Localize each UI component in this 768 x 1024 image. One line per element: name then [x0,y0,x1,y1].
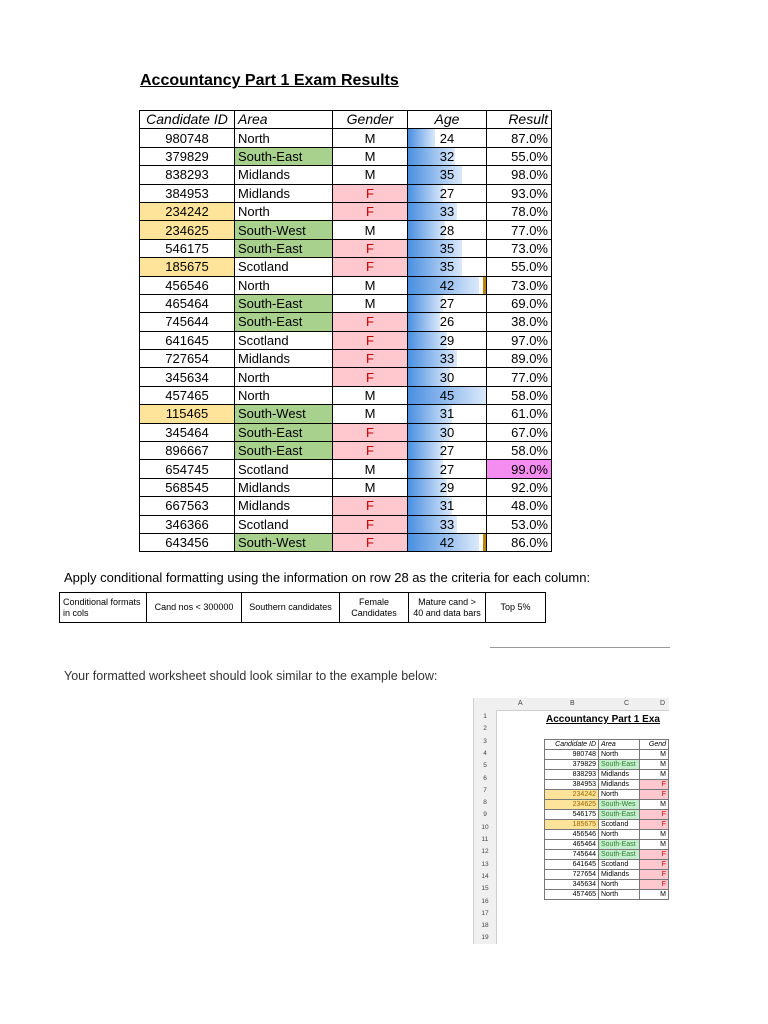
cell-area[interactable]: Midlands [235,166,333,184]
cell-gender[interactable]: F [333,368,408,386]
cell-age[interactable] [408,239,487,257]
cell-gender[interactable]: F [333,313,408,331]
cell-gender[interactable]: M [333,386,408,404]
age-value: 27 [439,443,455,459]
cell-candidate-id[interactable]: 384953 [140,184,235,202]
age-value: 33 [439,351,455,367]
cell-candidate-id[interactable]: 465464 [140,294,235,312]
cell-candidate-id[interactable]: 568545 [140,478,235,496]
age-value: 27 [439,296,455,312]
col-letter-b: B [570,700,575,707]
age-value: 35 [439,167,455,183]
example-note: Your formatted worksheet should look similar to the example below: [64,669,438,683]
cell-area[interactable]: Scotland [235,258,333,276]
age-value: 35 [439,240,455,256]
table-row [140,478,552,496]
age-value: 29 [439,480,455,495]
mini-row [545,850,669,860]
age-value: 27 [439,461,455,477]
cell-area[interactable]: South-East [235,313,333,331]
cell-candidate-id[interactable]: 643456 [140,533,235,551]
table-row [140,147,552,165]
header-age[interactable]: Age [408,111,487,129]
cell-result[interactable]: 55.0% [487,147,552,165]
mini-cell-area: North [599,890,640,900]
cell-gender[interactable]: F [333,423,408,441]
cell-gender[interactable]: M [333,129,408,147]
cell-candidate-id[interactable]: 546175 [140,239,235,257]
cell-result[interactable]: 55.0% [487,258,552,276]
table-row [140,294,552,312]
cell-area[interactable]: North [235,368,333,386]
mini-row [545,870,669,880]
cell-result[interactable]: 58.0% [487,442,552,460]
mini-table [544,739,669,900]
cell-result[interactable]: 86.0% [487,533,552,551]
cell-candidate-id[interactable]: 727654 [140,350,235,368]
sheet-title: Accountancy Part 1 Exam Results [140,72,399,89]
cell-result[interactable]: 77.0% [487,221,552,239]
age-value: 30 [439,424,455,440]
mini-row [545,820,669,830]
cell-area[interactable]: Scotland [235,515,333,533]
cell-result[interactable]: 97.0% [487,331,552,349]
age-value: 35 [439,259,455,275]
cell-age[interactable] [408,442,487,460]
mini-header-row [545,740,669,750]
cell-area[interactable]: Scotland [235,460,333,478]
cell-gender[interactable]: M [333,405,408,423]
cell-candidate-id[interactable]: 345464 [140,423,235,441]
cell-area[interactable]: Midlands [235,184,333,202]
mini-cell-gender: F [640,780,669,790]
criteria-gender[interactable]: Female Candidates [340,593,409,623]
cell-candidate-id[interactable]: 667563 [140,497,235,515]
mini-row [545,810,669,820]
age-data-bar [408,313,440,330]
mini-cell-id: 727654 [545,870,599,880]
mini-row [545,890,669,900]
mini-cell-gender: F [640,820,669,830]
age-data-bar [408,295,443,312]
mini-cell-gender: F [640,860,669,870]
cell-result[interactable]: 38.0% [487,313,552,331]
row-number[interactable]: 17 [481,909,489,917]
mini-cell-id: 384953 [545,780,599,790]
mini-cell-area: North [599,830,640,840]
row-number[interactable]: 1 [483,713,487,720]
age-value: 30 [439,369,455,385]
mini-title: Accountancy Part 1 Exa [546,714,660,725]
table-row [140,368,552,386]
cell-candidate-id[interactable]: 745644 [140,313,235,331]
mini-cell-gender: F [640,870,669,880]
mini-cell-id: 234242 [545,790,599,800]
table-row [140,423,552,441]
mini-cell-area: North [599,790,640,800]
cell-age[interactable] [408,166,487,184]
mini-cell-gender: F [640,880,669,890]
header-result[interactable]: Result [487,111,552,129]
cell-area[interactable]: North [235,129,333,147]
cell-age[interactable] [408,368,487,386]
cell-candidate-id[interactable]: 838293 [140,166,235,184]
table-row [140,166,552,184]
mini-row [545,880,669,890]
row-number[interactable]: 3 [483,737,487,745]
mini-cell-area: Scotland [599,820,640,830]
cell-gender[interactable]: F [333,497,408,515]
row-header-bar [474,710,497,944]
cell-age[interactable] [408,276,487,294]
age-value: 29 [439,332,455,348]
mini-row [545,770,669,780]
mini-cell-id: 465464 [545,840,599,850]
mini-cell-area: North [599,750,640,760]
cell-age[interactable] [408,258,487,276]
criteria-result[interactable]: Top 5% [486,593,546,623]
cell-area[interactable]: South-West [235,405,333,423]
cell-gender[interactable]: M [333,460,408,478]
mini-row [545,860,669,870]
cell-age[interactable] [408,460,487,478]
mini-cell-area: South-East [599,850,640,860]
cell-candidate-id[interactable]: 457465 [140,386,235,404]
column-header-bar [474,698,669,711]
row-number[interactable]: 15 [481,885,489,893]
mini-cell-id: 546175 [545,810,599,820]
criteria-age[interactable]: Mature cand > 40 and data bars [409,593,486,623]
mini-cell-id: 234625 [545,800,599,810]
mini-cell-area: South-Wes [599,800,640,810]
cell-area[interactable]: North [235,276,333,294]
row-number[interactable]: 14 [481,872,489,880]
mini-header-gender: Gend [640,740,669,750]
table-row [140,350,552,368]
row-number[interactable]: 10 [481,823,489,831]
cell-area[interactable]: Midlands [235,478,333,496]
age-data-bar [408,442,443,459]
age-value: 27 [439,185,455,201]
mini-cell-gender: M [640,830,669,840]
header-area[interactable]: Area [235,111,333,129]
table-row [140,442,552,460]
mini-row [545,800,669,810]
cell-age[interactable] [408,350,487,368]
mini-cell-id: 345634 [545,880,599,890]
cell-gender[interactable]: F [333,202,408,220]
cell-age[interactable] [408,515,487,533]
cell-gender[interactable]: F [333,533,408,551]
cell-result[interactable]: 69.0% [487,294,552,312]
cell-age[interactable] [408,129,487,147]
row-number[interactable]: 5 [483,762,487,770]
mini-row [545,790,669,800]
table-row [140,497,552,515]
cell-candidate-id[interactable]: 980748 [140,129,235,147]
cell-area[interactable]: South-West [235,221,333,239]
criteria-area[interactable]: Southern candidates [242,593,340,623]
mini-cell-id: 185675 [545,820,599,830]
table-row [140,221,552,239]
cell-result[interactable]: 67.0% [487,423,552,441]
mini-row [545,750,669,760]
cell-candidate-id[interactable]: 456546 [140,276,235,294]
row-number[interactable]: 12 [481,848,489,856]
cell-age[interactable] [408,313,487,331]
cell-age[interactable] [408,331,487,349]
cell-age[interactable] [408,386,487,404]
criteria-label[interactable]: Conditional formats in cols [60,593,147,623]
cell-age[interactable] [408,184,487,202]
cell-candidate-id[interactable]: 234625 [140,221,235,239]
mini-cell-area: North [599,880,640,890]
age-value: 24 [439,130,455,146]
age-value: 42 [439,535,455,551]
mini-row [545,760,669,770]
cell-area[interactable]: South-West [235,533,333,551]
row-number[interactable]: 8 [483,799,487,807]
cell-result[interactable]: 48.0% [487,497,552,515]
cell-gender[interactable]: M [333,147,408,165]
cell-gender[interactable]: F [333,239,408,257]
mini-cell-area: South-East [599,810,640,820]
cell-age[interactable] [408,423,487,441]
cell-age[interactable] [408,202,487,220]
cell-candidate-id[interactable]: 379829 [140,147,235,165]
example-screenshot [473,698,669,944]
row-number[interactable]: 13 [481,860,489,868]
cell-result[interactable]: 53.0% [487,515,552,533]
mini-cell-id: 745644 [545,850,599,860]
mini-cell-id: 980748 [545,750,599,760]
cell-result[interactable]: 73.0% [487,276,552,294]
table-row [140,129,552,147]
mini-cell-area: Midlands [599,870,640,880]
cell-candidate-id[interactable]: 654745 [140,460,235,478]
age-value: 45 [439,388,455,404]
row-number[interactable]: 16 [481,897,489,905]
cell-gender[interactable]: M [333,276,408,294]
cell-area[interactable]: South-East [235,239,333,257]
cell-age[interactable] [408,497,487,515]
mini-cell-id: 641645 [545,860,599,870]
row-number[interactable]: 9 [483,811,487,819]
cell-candidate-id[interactable]: 115465 [140,405,235,423]
mini-cell-id: 838293 [545,770,599,780]
table-row [140,331,552,349]
mini-row [545,830,669,840]
cell-area[interactable]: Midlands [235,497,333,515]
table-row [140,184,552,202]
row-number[interactable]: 4 [483,749,487,757]
age-value: 31 [439,498,455,514]
mini-header-id: Candidate ID [545,740,599,750]
cell-gender[interactable]: F [333,331,408,349]
mini-cell-gender: M [640,760,669,770]
mini-cell-id: 379829 [545,760,599,770]
age-value: 26 [439,314,455,330]
age-value: 33 [439,204,455,220]
row-number[interactable]: 2 [483,725,487,733]
cropped-text-line [490,645,670,651]
cell-result[interactable]: 89.0% [487,350,552,368]
cell-result[interactable]: 87.0% [487,129,552,147]
table-row [140,405,552,423]
cell-area[interactable]: North [235,202,333,220]
header-gender[interactable]: Gender [333,111,408,129]
mini-cell-gender: M [640,770,669,780]
cell-result[interactable]: 93.0% [487,184,552,202]
cell-gender[interactable]: F [333,350,408,368]
cell-area[interactable]: Scotland [235,331,333,349]
cell-gender[interactable]: F [333,184,408,202]
cell-result[interactable]: 61.0% [487,405,552,423]
cell-result[interactable]: 92.0% [487,478,552,496]
mini-cell-gender: F [640,810,669,820]
cell-result[interactable]: 73.0% [487,239,552,257]
cell-area[interactable]: South-East [235,442,333,460]
row-number[interactable]: 7 [483,786,487,794]
criteria-table [59,592,546,623]
cell-gender[interactable]: F [333,442,408,460]
mini-cell-area: South-East [599,840,640,850]
cell-gender[interactable]: M [333,294,408,312]
row-number[interactable]: 6 [483,774,487,782]
cell-candidate-id[interactable]: 896667 [140,442,235,460]
row-number[interactable]: 19 [481,934,489,942]
cell-gender[interactable]: F [333,258,408,276]
cell-result[interactable]: 58.0% [487,386,552,404]
col-letter-d: D [660,700,666,707]
mini-cell-area: Scotland [599,860,640,870]
cell-candidate-id[interactable]: 346366 [140,515,235,533]
criteria-row [60,593,546,623]
cell-age[interactable] [408,294,487,312]
age-data-bar [408,185,443,202]
cell-candidate-id[interactable]: 641645 [140,331,235,349]
age-value: 42 [439,277,455,293]
cell-gender[interactable]: F [333,515,408,533]
cell-area[interactable]: South-East [235,423,333,441]
col-letter-a: A [518,700,523,707]
header-row [140,111,552,129]
cell-result[interactable]: 98.0% [487,166,552,184]
table-row [140,386,552,404]
cell-age[interactable] [408,221,487,239]
cell-result[interactable]: 78.0% [487,202,552,220]
table-row [140,202,552,220]
mini-row [545,780,669,790]
header-candidate-id[interactable]: Candidate ID [140,111,235,129]
age-data-bar [408,129,435,146]
mini-cell-area: South-East [599,760,640,770]
mini-cell-gender: F [640,790,669,800]
cell-gender[interactable]: M [333,478,408,496]
cell-age[interactable] [408,533,487,551]
results-table [139,110,552,552]
col-letter-c: C [624,700,630,707]
mini-header-area: Area [599,740,640,750]
row-number[interactable]: 11 [481,836,489,843]
cell-age[interactable] [408,478,487,496]
cell-gender[interactable]: M [333,221,408,239]
mini-cell-gender: M [640,800,669,810]
mini-cell-area: Midlands [599,770,640,780]
table-row [140,258,552,276]
mini-cell-gender: M [640,750,669,760]
table-row [140,533,552,551]
cell-candidate-id[interactable]: 234242 [140,202,235,220]
row-number[interactable]: 18 [481,922,489,930]
mini-cell-gender: M [640,890,669,900]
cell-area[interactable]: Midlands [235,350,333,368]
mini-cell-id: 456546 [545,830,599,840]
mini-cell-gender: M [640,840,669,850]
age-value: 33 [439,516,455,532]
table-row [140,313,552,331]
mini-cell-id: 457465 [545,890,599,900]
mini-cell-area: Midlands [599,780,640,790]
instruction-text: Apply conditional formatting using the information on row 28 as the criteria for each column: [64,570,591,585]
age-value: 32 [439,148,455,164]
cell-result[interactable]: 77.0% [487,368,552,386]
cell-candidate-id[interactable]: 345634 [140,368,235,386]
cell-gender[interactable]: M [333,166,408,184]
criteria-candidate-id[interactable]: Cand nos < 300000 [147,593,242,623]
table-row [140,276,552,294]
cell-age[interactable] [408,147,487,165]
age-value: 31 [439,406,455,422]
cell-candidate-id[interactable]: 185675 [140,258,235,276]
cell-result[interactable]: 99.0% [487,460,552,478]
mini-cell-gender: F [640,850,669,860]
cell-area[interactable]: South-East [235,294,333,312]
table-row [140,460,552,478]
age-value: 28 [439,222,455,238]
cell-area[interactable]: North [235,386,333,404]
cell-area[interactable]: South-East [235,147,333,165]
cell-age[interactable] [408,405,487,423]
table-row [140,515,552,533]
table-row [140,239,552,257]
age-data-bar [408,460,443,477]
mini-row [545,840,669,850]
